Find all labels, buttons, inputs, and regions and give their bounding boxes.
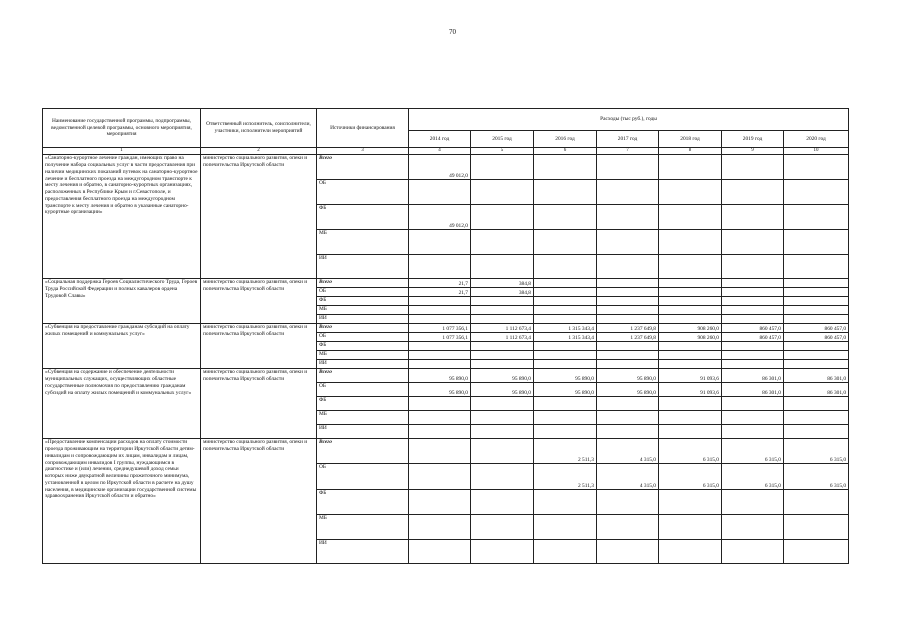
amount-cell	[471, 425, 534, 439]
column-index: 9	[722, 148, 784, 155]
amount-cell	[534, 490, 597, 515]
amount-cell: 95 890,0	[534, 369, 597, 383]
amount-cell	[471, 297, 534, 306]
amount-cell	[659, 515, 722, 540]
amount-cell	[784, 397, 849, 411]
funding-source: Всего	[317, 439, 409, 464]
funding-source: ФБ	[317, 397, 409, 411]
amount-cell: 1 237 649,8	[597, 333, 659, 342]
amount-cell	[659, 351, 722, 360]
amount-cell	[784, 515, 849, 540]
column-index: 8	[659, 148, 722, 155]
amount-cell	[534, 297, 597, 306]
amount-cell	[597, 230, 659, 255]
amount-cell	[597, 360, 659, 369]
amount-cell	[409, 255, 471, 279]
measure-executor: министерство социального развития, опеки и попечительства Иркутской области	[201, 155, 317, 279]
amount-cell: 49 012,0	[409, 155, 471, 180]
amount-cell	[659, 288, 722, 297]
amount-cell	[534, 425, 597, 439]
amount-cell: 86 301,0	[722, 369, 784, 383]
amount-cell	[597, 255, 659, 279]
amount-cell: 6 315,0	[784, 464, 849, 490]
amount-cell: 1 315 343,4	[534, 333, 597, 342]
amount-cell: 6 315,0	[659, 464, 722, 490]
amount-cell	[784, 297, 849, 306]
amount-cell	[534, 411, 597, 425]
measure-executor: министерство социального развития, опеки и попечительства Иркутской области	[201, 324, 317, 369]
amount-cell	[659, 279, 722, 288]
amount-cell	[409, 515, 471, 540]
funding-source: Всего	[317, 369, 409, 383]
amount-cell	[722, 342, 784, 351]
amount-cell: 95 890,0	[471, 369, 534, 383]
amount-cell	[722, 230, 784, 255]
amount-cell	[784, 540, 849, 564]
amount-cell	[722, 297, 784, 306]
amount-cell: 49 012,0	[409, 205, 471, 230]
funding-source: Всего	[317, 155, 409, 180]
amount-cell	[534, 540, 597, 564]
amount-cell	[722, 205, 784, 230]
header-year: 2014 год	[409, 131, 471, 148]
amount-cell	[722, 515, 784, 540]
amount-cell	[784, 306, 849, 315]
header-year: 2016 год	[534, 131, 597, 148]
amount-cell	[471, 411, 534, 425]
amount-cell	[471, 180, 534, 205]
amount-cell	[659, 411, 722, 425]
column-index: 10	[784, 148, 849, 155]
amount-cell	[597, 411, 659, 425]
funding-source: ИИ	[317, 360, 409, 369]
funding-source: ФБ	[317, 297, 409, 306]
amount-cell	[659, 297, 722, 306]
page-number: 70	[449, 28, 456, 36]
amount-cell	[409, 315, 471, 324]
column-index: 5	[471, 148, 534, 155]
funding-source: МБ	[317, 351, 409, 360]
measure-name: «Социальная поддержка Героев Социалистического Труда, Героев Труда Российской Федерации и полных кавалеров ордена Трудовой Славы»	[43, 279, 201, 324]
column-index: 3	[317, 148, 409, 155]
amount-cell: 86 301,0	[784, 369, 849, 383]
amount-cell	[409, 306, 471, 315]
measure-executor: министерство социального развития, опеки и попечительства Иркутской области	[201, 369, 317, 439]
header-year: 2015 год	[471, 131, 534, 148]
amount-cell	[784, 205, 849, 230]
amount-cell	[534, 315, 597, 324]
amount-cell	[471, 540, 534, 564]
amount-cell	[722, 540, 784, 564]
amount-cell	[471, 490, 534, 515]
amount-cell: 860 457,0	[784, 324, 849, 333]
amount-cell	[471, 464, 534, 490]
amount-cell	[722, 306, 784, 315]
amount-cell: 95 890,0	[409, 383, 471, 397]
funding-source: МБ	[317, 411, 409, 425]
funding-source: ИИ	[317, 255, 409, 279]
amount-cell	[597, 490, 659, 515]
funding-source: ОБ	[317, 288, 409, 297]
amount-cell	[784, 155, 849, 180]
amount-cell	[471, 255, 534, 279]
amount-cell	[659, 205, 722, 230]
table-row	[43, 324, 849, 333]
amount-cell	[722, 315, 784, 324]
funding-source: Всего	[317, 324, 409, 333]
funding-source: ФБ	[317, 342, 409, 351]
amount-cell	[471, 351, 534, 360]
amount-cell	[722, 490, 784, 515]
amount-cell: 2 511,3	[534, 464, 597, 490]
amount-cell: 1 112 673,4	[471, 324, 534, 333]
financing-table	[42, 108, 849, 564]
amount-cell	[534, 155, 597, 180]
measure-executor: министерство социального развития, опеки и попечительства Иркутской области	[201, 439, 317, 564]
amount-cell	[597, 155, 659, 180]
amount-cell	[534, 288, 597, 297]
column-index: 2	[201, 148, 317, 155]
amount-cell: 2 511,3	[534, 439, 597, 464]
amount-cell	[659, 425, 722, 439]
amount-cell	[534, 351, 597, 360]
amount-cell: 860 457,0	[722, 333, 784, 342]
amount-cell	[659, 342, 722, 351]
amount-cell: 95 890,0	[409, 369, 471, 383]
amount-cell	[471, 230, 534, 255]
column-index: 6	[534, 148, 597, 155]
funding-source: ОБ	[317, 180, 409, 205]
amount-cell: 95 890,0	[534, 383, 597, 397]
amount-cell: 86 301,0	[784, 383, 849, 397]
amount-cell	[722, 279, 784, 288]
column-index: 4	[409, 148, 471, 155]
amount-cell	[471, 439, 534, 464]
amount-cell: 21,7	[409, 279, 471, 288]
amount-cell	[597, 306, 659, 315]
amount-cell	[784, 180, 849, 205]
amount-cell	[409, 540, 471, 564]
amount-cell	[597, 540, 659, 564]
amount-cell	[471, 342, 534, 351]
amount-cell	[534, 360, 597, 369]
amount-cell	[534, 205, 597, 230]
amount-cell: 6 315,0	[722, 464, 784, 490]
amount-cell	[409, 425, 471, 439]
amount-cell	[471, 397, 534, 411]
amount-cell: 1 315 343,4	[534, 324, 597, 333]
amount-cell: 1 077 356,1	[409, 324, 471, 333]
amount-cell: 908 260,0	[659, 324, 722, 333]
amount-cell	[534, 230, 597, 255]
amount-cell	[722, 360, 784, 369]
funding-source: МБ	[317, 230, 409, 255]
amount-cell: 91 093,6	[659, 369, 722, 383]
amount-cell	[722, 351, 784, 360]
amount-cell	[784, 230, 849, 255]
amount-cell	[471, 306, 534, 315]
amount-cell	[784, 288, 849, 297]
measure-executor: министерство социального развития, опеки и попечительства Иркутской области	[201, 279, 317, 324]
amount-cell	[597, 180, 659, 205]
amount-cell: 6 315,0	[784, 439, 849, 464]
amount-cell	[409, 439, 471, 464]
header-year: 2018 год	[659, 131, 722, 148]
amount-cell: 6 315,0	[659, 439, 722, 464]
amount-cell	[659, 490, 722, 515]
amount-cell	[784, 425, 849, 439]
amount-cell	[659, 155, 722, 180]
amount-cell	[722, 180, 784, 205]
amount-cell	[659, 306, 722, 315]
amount-cell	[722, 255, 784, 279]
amount-cell: 384,8	[471, 279, 534, 288]
amount-cell	[597, 205, 659, 230]
amount-cell	[534, 397, 597, 411]
amount-cell	[597, 297, 659, 306]
amount-cell: 21,7	[409, 288, 471, 297]
amount-cell	[534, 279, 597, 288]
amount-cell	[471, 315, 534, 324]
amount-cell	[597, 342, 659, 351]
amount-cell	[409, 411, 471, 425]
amount-cell	[409, 351, 471, 360]
funding-source: ФБ	[317, 205, 409, 230]
amount-cell: 95 890,0	[597, 383, 659, 397]
amount-cell	[722, 397, 784, 411]
amount-cell	[409, 297, 471, 306]
amount-cell: 4 315,0	[597, 439, 659, 464]
amount-cell: 860 457,0	[784, 333, 849, 342]
amount-cell	[409, 490, 471, 515]
amount-cell	[597, 425, 659, 439]
amount-cell	[784, 315, 849, 324]
amount-cell: 384,8	[471, 288, 534, 297]
amount-cell	[597, 288, 659, 297]
funding-source: ОБ	[317, 464, 409, 490]
table-row	[43, 439, 849, 464]
amount-cell	[784, 351, 849, 360]
amount-cell	[409, 342, 471, 351]
amount-cell	[471, 155, 534, 180]
amount-cell	[534, 515, 597, 540]
amount-cell	[722, 411, 784, 425]
amount-cell	[471, 515, 534, 540]
amount-cell: 95 890,0	[471, 383, 534, 397]
table-row	[43, 369, 849, 383]
amount-cell	[784, 411, 849, 425]
amount-cell: 1 237 649,8	[597, 324, 659, 333]
header-executor: Ответственный исполнитель, соисполнители, участники, исполнители мероприятий	[201, 109, 317, 148]
amount-cell: 1 077 356,1	[409, 333, 471, 342]
amount-cell: 908 260,0	[659, 333, 722, 342]
amount-cell	[471, 360, 534, 369]
amount-cell	[722, 288, 784, 297]
amount-cell	[409, 230, 471, 255]
funding-source: ИИ	[317, 425, 409, 439]
amount-cell	[784, 255, 849, 279]
funding-source: ОБ	[317, 383, 409, 397]
header-source: Источники финансирования	[317, 109, 409, 148]
amount-cell: 4 315,0	[597, 464, 659, 490]
amount-cell	[597, 315, 659, 324]
funding-source: ИИ	[317, 540, 409, 564]
funding-source: МБ	[317, 515, 409, 540]
measure-name: «Субвенция на предоставление гражданам субсидий на оплату жилых помещений и коммунальных услуг»	[43, 324, 201, 369]
amount-cell: 91 093,6	[659, 383, 722, 397]
amount-cell: 860 457,0	[722, 324, 784, 333]
header-year: 2020 год	[784, 131, 849, 148]
measure-name: «Санаторно-курортное лечение граждан, имеющих право на получение набора социальных услуг в части предоставления при наличии медицинских показаний путевок на санаторно-курортное лечение и бесплатного проезда на междугородном транспорте к месту лечения и обратно, в санаторно-курортных организациях, расположенных в Республике Крым и г.Севастополе, и предоставления бесплатного проезда на междугородном транспорте к месту лечения и обратно в указанные санаторно-курортные организации»	[43, 155, 201, 279]
amount-cell	[722, 155, 784, 180]
header-year: 2017 год	[597, 131, 659, 148]
amount-cell	[534, 255, 597, 279]
amount-cell	[659, 540, 722, 564]
amount-cell	[597, 397, 659, 411]
funding-source: МБ	[317, 306, 409, 315]
measure-name: «Предоставление компенсации расходов на оплату стоимости проезда проживающим на территории Иркутской области детям-инвалидам и сопровождающим их лицам, инвалидам и лицам, сопровождающим инвалидов I группы, нуждающимся в диагностике и (или) лечении, среднедушевой доход семьи которых ниже двукратной величины прожиточного минимума, установленной в целом по Иркутской области в расчете на душу населения, в медицинские организации государственной системы здравоохранения Иркутской области и обратно»	[43, 439, 201, 564]
amount-cell	[597, 279, 659, 288]
header-year: 2019 год	[722, 131, 784, 148]
funding-source: ИИ	[317, 315, 409, 324]
measure-name: «Субвенция на содержание и обеспечение деятельности муниципальных служащих, осуществляющих областные государственные полномочия по предоставлению гражданам субсидий на оплату жилых помещений и коммунальных услуг»	[43, 369, 201, 439]
amount-cell	[659, 397, 722, 411]
amount-cell	[659, 180, 722, 205]
amount-cell	[534, 180, 597, 205]
amount-cell	[534, 342, 597, 351]
amount-cell	[784, 490, 849, 515]
amount-cell	[409, 464, 471, 490]
funding-source: Всего	[317, 279, 409, 288]
amount-cell: 6 315,0	[722, 439, 784, 464]
column-index: 1	[43, 148, 201, 155]
amount-cell	[534, 306, 597, 315]
header-expenses: Расходы (тыс руб.), годы	[409, 109, 849, 131]
table-row	[43, 279, 849, 288]
amount-cell	[659, 360, 722, 369]
amount-cell	[409, 360, 471, 369]
funding-source: ФБ	[317, 490, 409, 515]
amount-cell	[409, 397, 471, 411]
amount-cell	[597, 515, 659, 540]
amount-cell	[659, 255, 722, 279]
funding-source: ОБ	[317, 333, 409, 342]
amount-cell: 1 112 673,4	[471, 333, 534, 342]
amount-cell	[659, 315, 722, 324]
amount-cell	[784, 360, 849, 369]
amount-cell	[471, 205, 534, 230]
amount-cell	[597, 351, 659, 360]
column-index: 7	[597, 148, 659, 155]
header-name: Наименование государственной программы, подпрограммы, ведомственной целевой программы, основного мероприятия, мероприятия	[43, 109, 201, 148]
amount-cell	[784, 342, 849, 351]
amount-cell: 86 301,0	[722, 383, 784, 397]
amount-cell	[722, 425, 784, 439]
table-row	[43, 155, 849, 180]
amount-cell	[409, 180, 471, 205]
amount-cell: 95 890,0	[597, 369, 659, 383]
amount-cell	[659, 230, 722, 255]
amount-cell	[784, 279, 849, 288]
